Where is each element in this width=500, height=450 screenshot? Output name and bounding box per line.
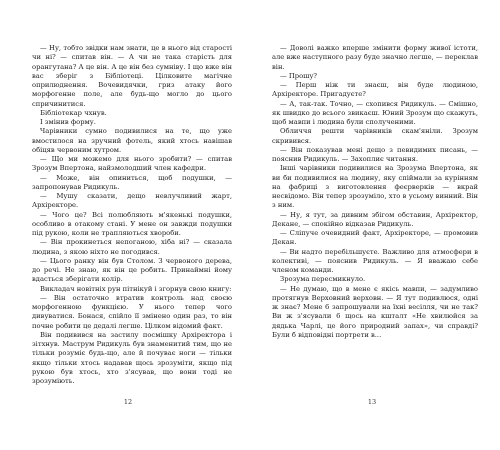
paragraph: — Доволі важко вперше змінити форму живої істоти, але вже наступного разу буде значно легше, — переклав він. [272,44,478,71]
page-number: 12 [123,398,133,406]
paragraph: — Може, він опиниться, щоб подушки, — запропонував Ридикуль. [32,173,232,191]
paragraph: Обличчя решти чарівників скам'яніли. Зрозум скривився. [272,127,478,145]
paragraph: — Мушу сказати, дещо невлучливий жарт, Архіректоре. [32,192,232,210]
paragraph: Інші чарівники подивилися на Зрозума Впертона, як ви би подивилися на людину, яку спіймали за курінням на фабриці з виготовлення феєрверків — вкрай несвідомо. Він тепер зрозуміло, хто в усьому винний. Він з ним. [272,164,478,210]
page-number: 13 [367,398,377,406]
paragraph: — Він прокинеться непоганою, хіба ні? — сказала людина, з якою ніхто не погодився. [32,238,232,256]
paragraph: — Цього ранку він був Столом. З червоного дерева, до речі. Не знаю, як він це робить. Принаймні йому вдасться зберігати колір. [32,256,232,284]
paragraph: — Що ми можемо для нього зробити? — спитав Зрозум Впертона, найзмолодший член кафедри. [32,155,232,173]
paragraph: Зрозума пересмикнуло. [280,275,366,284]
paragraph: — Ну, тобто звідки нам знати, це в нього від старості чи ні? — спитав він. — А чи не така старість для орангутана? А це він. А це він без сумніву. І що вже він вас зберіг з Бібліотеці. Цілковите магічне оприлюднення. Вочевидячки, гриз атаку його морфогенне поле, але будь-що могло до цього спричинитися. [32,44,232,108]
paragraph: — Прошу? [280,71,318,80]
paragraph: — Він остаточно втратив контроль над своєю морфогенною функцією. У нього тепер чого дивуватися. Бонася, спійло її змінено один раз, то він почне робити це дедалі легше. Цілком відомий факт. [32,293,232,330]
paragraph: — Сліпуче очевидний факт, Архіректоре, — промовив Декан. [272,229,478,247]
paragraph: Він подивився на застилу посмішку Архіректора і зітхнув. Маструм Ридикуль був знаменитий тим, що не тільки розуміє будь-що, але й почуває ноги — тільки якщо тільки хтось надавав щось зрозуміти, якщо під рукою був хтось, хто з'ясував, що вони тоді не зрозуміють. [32,330,232,385]
paragraph: — Ви надто перебільшуєте. Важливо для атмосфери в колективі, — пояснив Ридикуль. — Я вважаю себе членом команди. [272,247,478,274]
right-page [250,0,500,450]
paragraph: Викладач новітніх рун пітнікуй і згорнув свою книгу: [40,284,232,293]
paragraph: — Перш ніж ти знаєш, він буде людиною, Архіректоре. Пригадуєте? [272,81,478,99]
paragraph: Чарівники сумно подивилися на те, що уже вмостилося на зручний фотель, який хтось навішав обіцяв червоним хутром. [32,127,232,154]
paragraph: І змінив форму. [40,118,96,126]
paragraph: Бібліотекар чхнув. [40,108,107,117]
paragraph: — Чого це? Всі полюбляють м'якенькі подушки, особливо в отакому стані. У мене он завжди подушки під рукою, коли не трапляються хвороби. [32,210,232,237]
paragraph: — А, так-так. Точно, — схопився Ридикуль. — Смішно, як швидко до всього звикаєш. Юний Зрозум що скажуть, щоб мавпи і людина були сполученими. [272,99,478,126]
paragraph: — Не думаю, що в мене є якісь мавпи, — задумливо протягнув Верховний верховн. — Я тут подивлюся, одні ж знає? Мене 6 запрошували на їхні весілля, чи не так? Ви ж з'ясували 6 щось на кшталт «Не хвилюйся за дядька Чарлі, це його природний запах», чи справді? Були б відповідні портрети в... [272,284,478,339]
right-page-text [272,44,478,340]
paragraph: — Ну, я тут, за дивним збігом обставин, Архіректор, Декане, — спокійно відказав Ридикуль. [272,210,478,228]
paragraph: — Він показував мені дещо з певидимих писань, — пояснив Ридикуль. — Захоплиє читання. [272,145,478,163]
left-page-text [32,44,232,386]
